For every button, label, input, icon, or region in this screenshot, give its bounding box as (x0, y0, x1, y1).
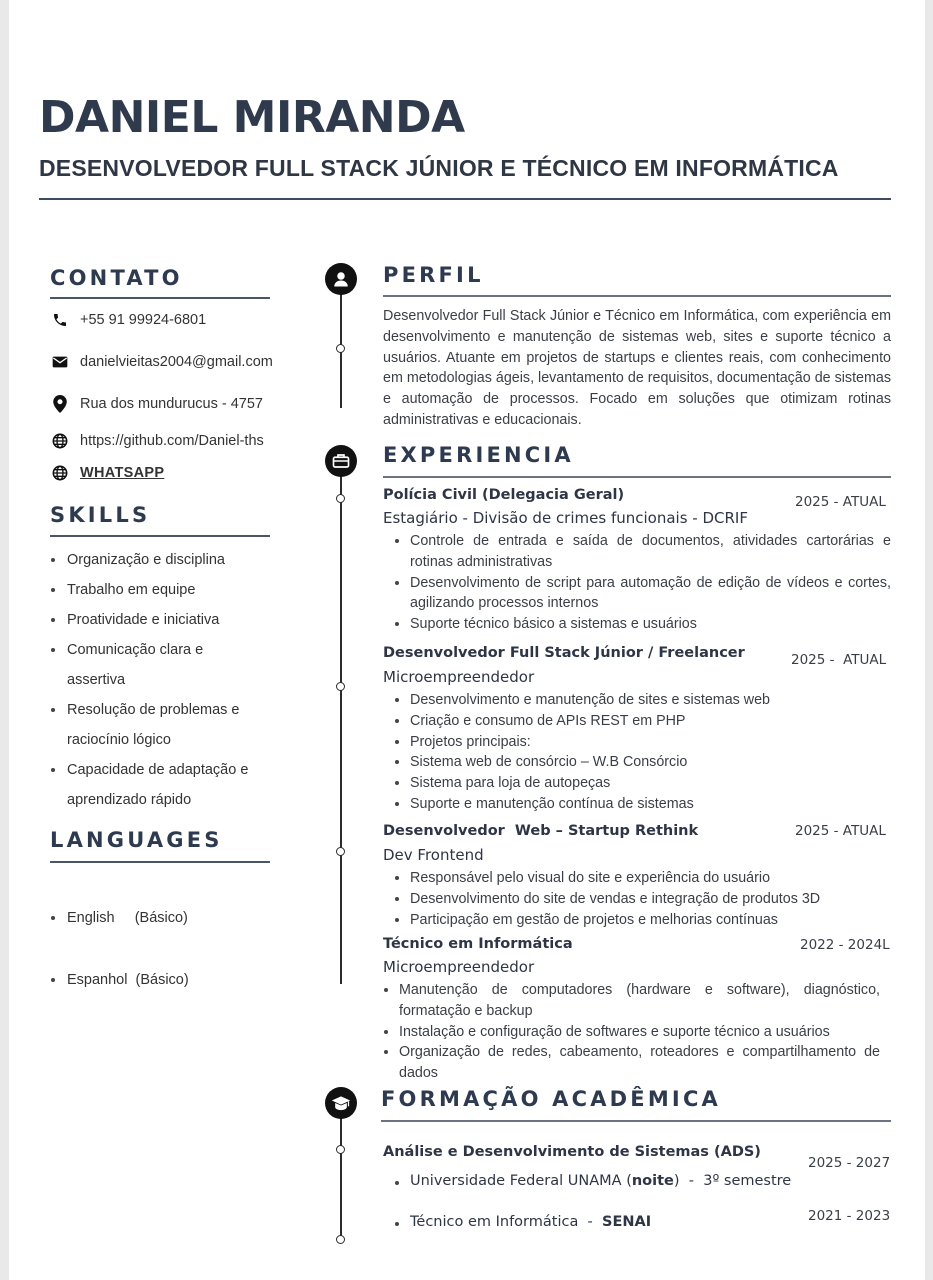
list-item: Instalação e configuração de softwares e suporte técnico a usuários (380, 1022, 880, 1043)
list-item: Organização e disciplina (49, 545, 259, 575)
list-item: Capacidade de adaptação e aprendizado rápido (49, 755, 259, 815)
timeline-dot (336, 682, 345, 691)
job-org: Microempreendedor (383, 668, 535, 686)
list-item: Participação em gestão de projetos e melhorias contínuas (391, 910, 891, 931)
languages-divider (50, 861, 270, 863)
user-icon (325, 263, 357, 295)
education-item-bold: SENAI (602, 1214, 652, 1230)
job-bullets (391, 868, 891, 930)
list-item: Espanhol (Básico) (49, 965, 259, 995)
list-item: Projetos principais: (391, 732, 891, 753)
experience-heading: EXPERIENCIA (383, 443, 574, 467)
list-item: Organização de redes, cabeamento, roteadores e compartilhamento de dados (380, 1042, 880, 1084)
list-item: Sistema para loja de autopeças (391, 773, 891, 794)
timeline-line (340, 470, 342, 984)
mail-icon (51, 353, 69, 371)
timeline-dot (336, 847, 345, 856)
timeline-dot (336, 1235, 345, 1244)
skills-divider (50, 535, 270, 537)
list-item: Comunicação clara e assertiva (49, 635, 259, 695)
job-title: Desenvolvedor Web – Startup Rethink (383, 823, 699, 839)
contact-address (51, 395, 263, 413)
education-heading: FORMAÇÃO ACADÊMICA (381, 1087, 722, 1111)
list-item: English (Básico) (49, 903, 259, 933)
education-item (391, 1173, 791, 1189)
list-item: Trabalho em equipe (49, 575, 259, 605)
phone-icon (51, 311, 69, 329)
list-item: Desenvolvimento do site de vendas e integração de produtos 3D (391, 889, 891, 910)
contact-heading: CONTATO (50, 266, 183, 290)
job-date: 2025 - ATUAL (791, 652, 887, 668)
contact-phone (51, 311, 206, 329)
list-item: Sistema web de consórcio – W.B Consórcio (391, 752, 891, 773)
job-title: Técnico em Informática (383, 936, 573, 952)
education-item-bold: noite (631, 1173, 674, 1189)
github-link[interactable]: https://github.com/Daniel-ths (80, 433, 264, 449)
education-date: 2021 - 2023 (808, 1208, 891, 1224)
timeline-dot (336, 494, 345, 503)
location-icon (51, 395, 69, 413)
timeline-dot (336, 1145, 345, 1154)
job-title: Polícia Civil (Delegacia Geral) (383, 487, 625, 503)
header-divider (39, 198, 891, 200)
profile-divider (383, 295, 891, 297)
education-title: Análise e Desenvolvimento de Sistemas (ADS) (383, 1144, 761, 1160)
list-item: Manutenção de computadores (hardware e software), diagnóstico, formatação e backup (380, 980, 880, 1022)
skills-list (49, 545, 259, 815)
job-bullets (391, 690, 891, 815)
globe-icon (51, 464, 69, 482)
contact-divider (50, 297, 270, 299)
list-item: Desenvolvimento e manutenção de sites e sistemas web (391, 690, 891, 711)
list-item: Suporte técnico básico a sistemas e usuários (391, 614, 891, 635)
contact-github[interactable] (51, 432, 264, 450)
contact-whatsapp[interactable] (51, 464, 164, 482)
languages-list (49, 871, 259, 1027)
job-title-heading: DESENVOLVEDOR FULL STACK JÚNIOR E TÉCNICO EM INFORMÁTICA (39, 155, 839, 181)
timeline-dot (336, 344, 345, 353)
job-title: Desenvolvedor Full Stack Júnior / Freelancer (383, 645, 745, 661)
experience-divider (383, 476, 891, 478)
languages-heading: LANGUAGES (50, 828, 223, 852)
education-item-text: Técnico em Informática - (410, 1214, 603, 1230)
job-date: 2025 - ATUAL (795, 494, 886, 510)
list-item: Controle de entrada e saída de documentos, atividades cartorárias e rotinas administrativas (391, 531, 891, 573)
phone-text: +55 91 99924-6801 (80, 312, 207, 328)
resume-page (9, 0, 925, 1280)
job-org: Estagiário - Divisão de crimes funcionais - DCRIF (383, 509, 748, 527)
full-name: DANIEL MIRANDA (39, 92, 465, 143)
education-divider (381, 1120, 891, 1122)
list-item: Suporte e manutenção contínua de sistemas (391, 794, 891, 815)
job-date: 2022 - 2024L (800, 937, 890, 953)
job-org: Microempreendedor (383, 958, 535, 976)
job-bullets (391, 531, 891, 635)
education-date: 2025 - 2027 (808, 1155, 891, 1171)
whatsapp-link[interactable]: WHATSAPP (80, 465, 165, 481)
list-item: Responsável pelo visual do site e experiência do usuário (391, 868, 891, 889)
address-text: Rua dos mundurucus - 4757 (80, 396, 263, 412)
education-item-text: ) - 3º semestre (673, 1173, 792, 1189)
profile-text: Desenvolvedor Full Stack Júnior e Técnico em Informática, com experiência em desenvolvimento e manutenção de sistemas web, sites e suporte técnico a usuários. Atuante em projetos de startups e clientes reais, com conhecimento em metodologias ágeis, levantamento de requisitos, documentação de sistemas e automação de processos. Focado em soluções que otimizam rotinas administrativas e educacionais. (383, 308, 891, 428)
contact-email (51, 353, 273, 371)
briefcase-icon (325, 445, 357, 477)
list-item: Proatividade e iniciativa (49, 605, 259, 635)
list-item: Desenvolvimento de script para automação de edição de vídeos e cortes, agilizando processos internos (391, 573, 891, 615)
profile-heading: PERFIL (383, 263, 484, 287)
list-item: Criação e consumo de APIs REST em PHP (391, 711, 891, 732)
education-item (391, 1214, 651, 1230)
job-org: Dev Frontend (383, 846, 484, 864)
email-text[interactable]: danielvieitas2004@gmail.com (80, 354, 273, 370)
graduation-cap-icon (325, 1087, 357, 1119)
job-date: 2025 - ATUAL (795, 823, 886, 839)
skills-heading: SKILLS (50, 503, 151, 527)
timeline-line (340, 1110, 342, 1240)
list-item: Resolução de problemas e raciocínio lógico (49, 695, 259, 755)
job-bullets (380, 980, 880, 1084)
globe-icon (51, 432, 69, 450)
education-item-text: Universidade Federal UNAMA ( (410, 1173, 632, 1189)
